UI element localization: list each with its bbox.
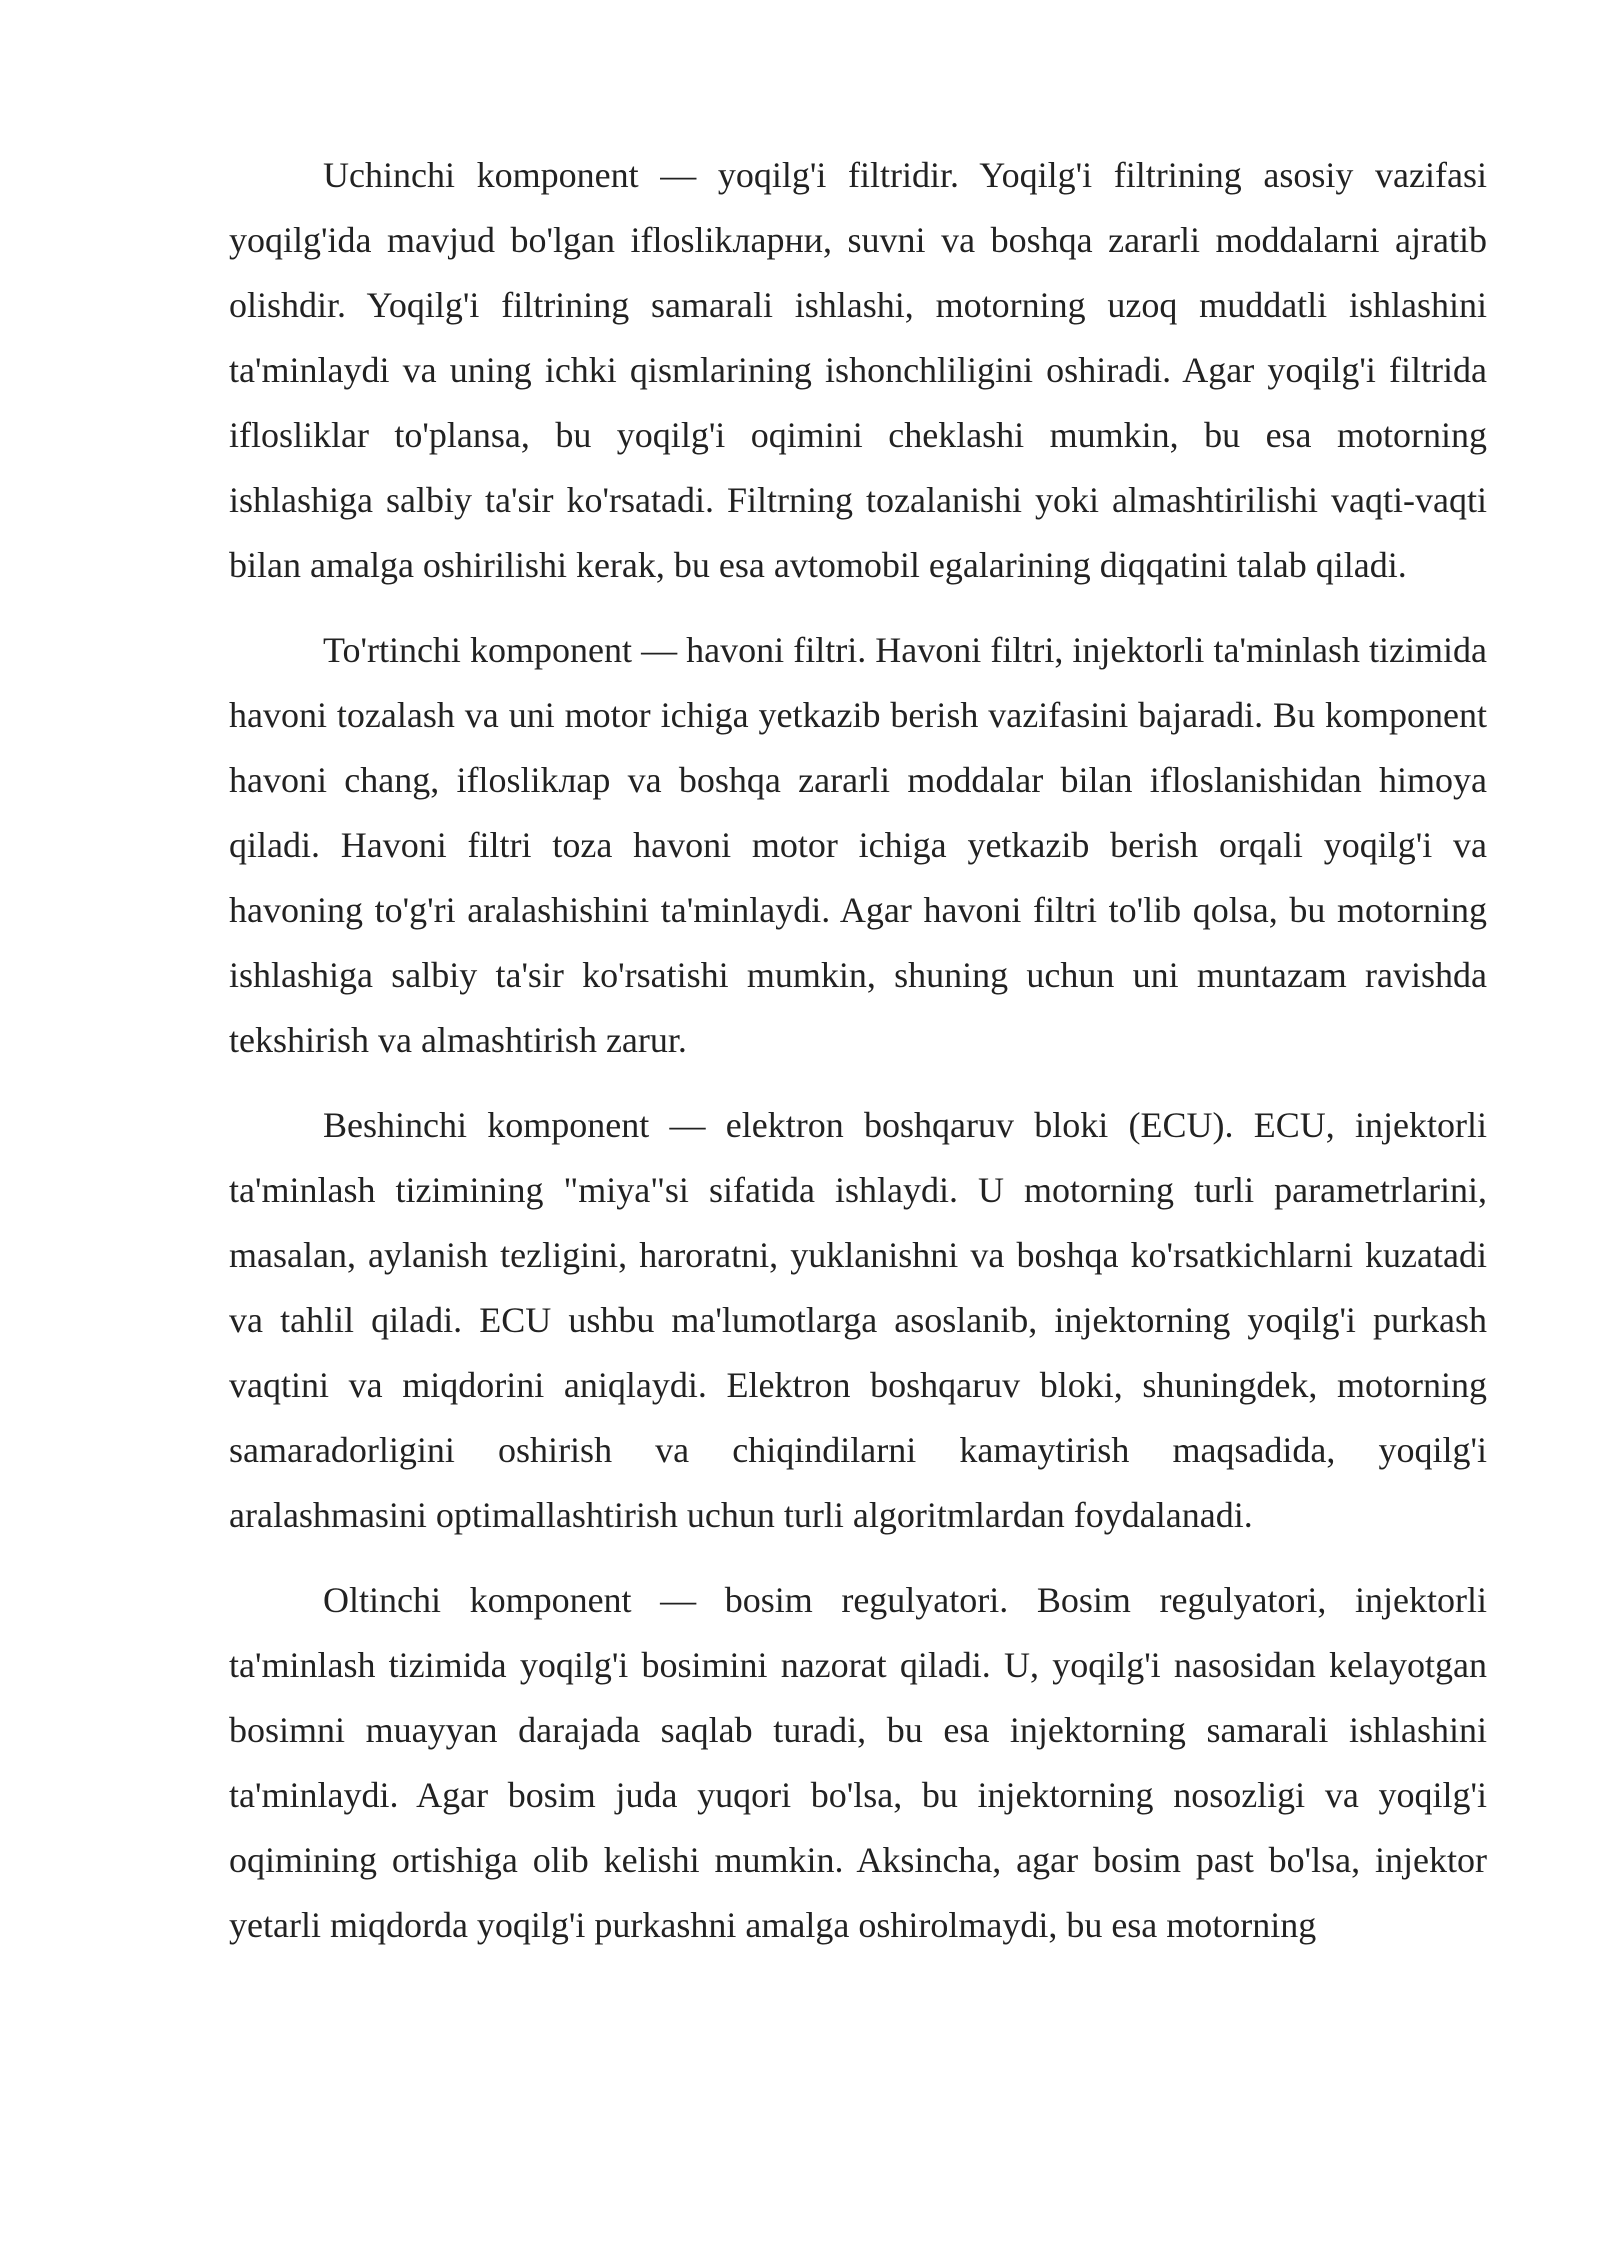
paragraph-fuel-filter: Uchinchi komponent — yoqilg'i filtridir. Yoqilg'i filtrining asosiy vazifasi yoqilg'ida mavjud bo'lgan ifloslikларни, suvni va boshqa zararli moddalarni ajratib olishdir. Yoqilg'i filtrining samarali ishlashi, motorning uzoq muddatli ishlashini ta'minlaydi va uning ichki qismlarining ishonchliligini oshiradi. Agar yoqilg'i filtrida iflosliklar to'plansa, bu yoqilg'i oqimini cheklashi mumkin, bu esa motorning ishlashiga salbiy ta'sir ko'rsatadi. Filtrning tozalanishi yoki almashtirilishi vaqti-vaqti bilan amalga oshirilishi kerak, bu esa avtomobil egalarining diqqatini talab qiladi. xyxy=(229,155,1487,585)
document-body xyxy=(229,143,1487,1978)
paragraph-pressure-regulator: Oltinchi komponent — bosim regulyatori. Bosim regulyatori, injektorli ta'minlash tizimida yoqilg'i bosimini nazorat qiladi. U, yoqilg'i nasosidan kelayotgan bosimni muayyan darajada saqlab turadi, bu esa injektorning samarali ishlashini ta'minlaydi. Agar bosim juda yuqori bo'lsa, bu injektorning nosozligi va yoqilg'i oqimining ortishiga olib kelishi mumkin. Aksincha, agar bosim past bo'lsa, injektor yetarli miqdorda yoqilg'i purkashni amalga oshirolmaydi, bu esa motorning xyxy=(229,1580,1487,1945)
paragraph-air-filter: To'rtinchi komponent — havoni filtri. Havoni filtri, injektorli ta'minlash tizimida havoni tozalash va uni motor ichiga yetkazib berish vazifasini bajaradi. Bu komponent havoni chang, ifloslikлар va boshqa zararli moddalar bilan ifloslanishidan himoya qiladi. Havoni filtri toza havoni motor ichiga yetkazib berish orqali yoqilg'i va havoning to'g'ri aralashishini ta'minlaydi. Agar havoni filtri to'lib qolsa, bu motorning ishlashiga salbiy ta'sir ko'rsatishi mumkin, shuning uchun uni muntazam ravishda tekshirish va almashtirish zarur. xyxy=(229,630,1487,1060)
paragraph-ecu: Beshinchi komponent — elektron boshqaruv bloki (ECU). ECU, injektorli ta'minlash tizimining "miya"si sifatida ishlaydi. U motorning turli parametrlarini, masalan, aylanish tezligini, haroratni, yuklanishni va boshqa ko'rsatkichlarni kuzatadi va tahlil qiladi. ECU ushbu ma'lumotlarga asoslanib, injektorning yoqilg'i purkash vaqtini va miqdorini aniqlaydi. Elektron boshqaruv bloki, shuningdek, motorning samaradorligini oshirish va chiqindilarni kamaytirish maqsadida, yoqilg'i aralashmasini optimallashtirish uchun turli algoritmlardan foydalanadi. xyxy=(229,1105,1487,1535)
